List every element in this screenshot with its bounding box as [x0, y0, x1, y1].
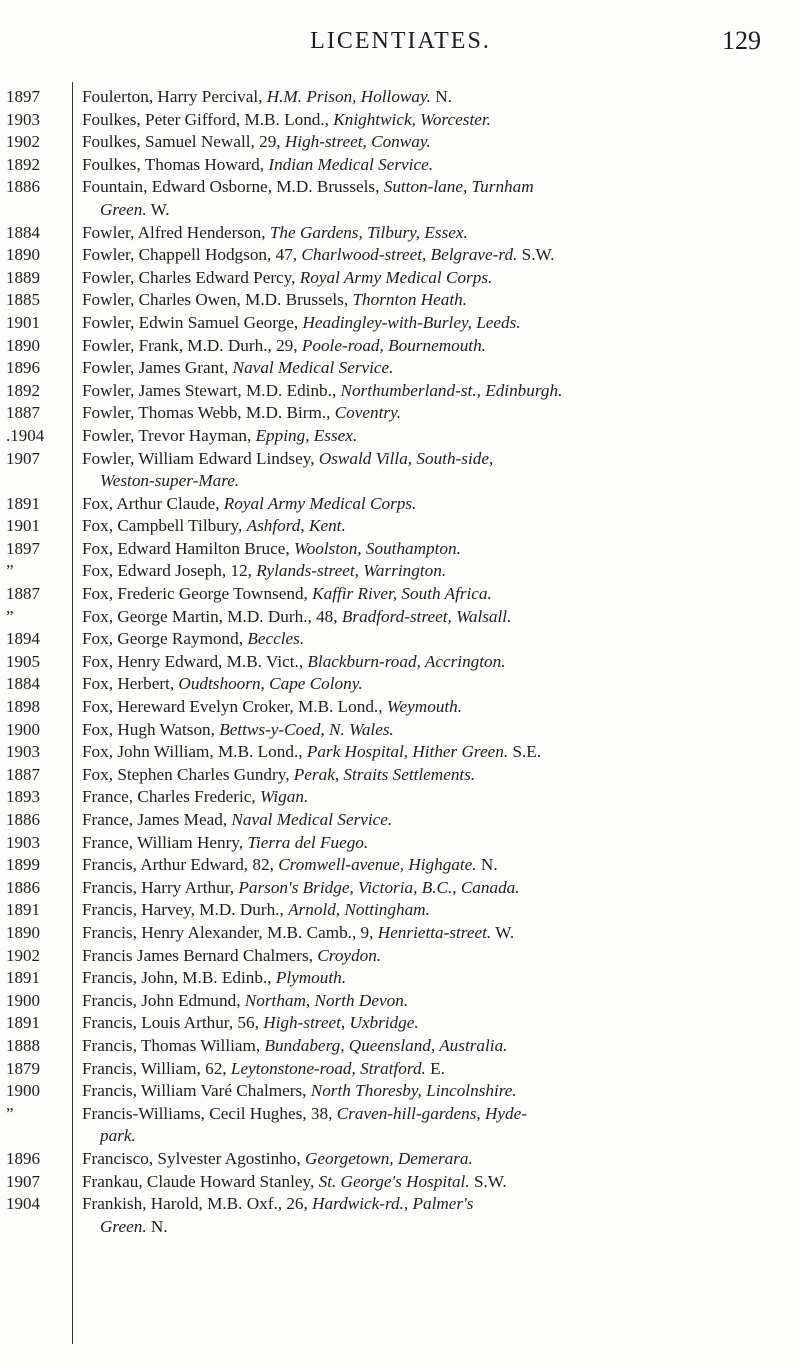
- entry-year: 1905: [6, 651, 40, 671]
- entry-year: 1891: [6, 1013, 40, 1033]
- list-item: [0, 131, 801, 154]
- entry-address: Coventry.: [334, 403, 402, 423]
- entry-name: Foulkes, Samuel Newall, 29,: [82, 132, 285, 152]
- entry-year: 1900: [6, 990, 40, 1010]
- entry-year: 1900: [6, 719, 40, 739]
- entry-year: 1901: [6, 516, 40, 536]
- entry-address-continued: Green.: [100, 1216, 147, 1236]
- entry-text: [82, 719, 782, 742]
- entry-year: 1884: [6, 222, 40, 242]
- entry-name: Francis, William, 62,: [82, 1058, 231, 1078]
- list-item: [0, 606, 801, 629]
- list-item: [0, 448, 801, 493]
- entry-name: Francis, Harry Arthur,: [82, 877, 239, 897]
- list-item: [0, 289, 801, 312]
- list-item: [0, 493, 801, 516]
- list-item: [0, 425, 801, 448]
- list-item: [0, 854, 801, 877]
- entry-address: Royal Army Medical Corps.: [223, 493, 417, 513]
- entry-text: [82, 967, 782, 990]
- entry-year: 1891: [6, 968, 40, 988]
- entry-address: Plymouth.: [275, 968, 347, 988]
- entry-address: Ashford, Kent.: [246, 516, 346, 536]
- entry-address: Henrietta-street.: [377, 922, 492, 942]
- entry-text: [82, 1148, 782, 1171]
- entry-year: 1898: [6, 697, 40, 717]
- entry-address: Beccles.: [247, 629, 305, 649]
- list-item: [0, 244, 801, 267]
- entry-text: [82, 176, 782, 221]
- list-item: [0, 1058, 801, 1081]
- list-item: [0, 335, 801, 358]
- entry-address: Georgetown, Demerara.: [304, 1148, 473, 1168]
- entry-name: Fox, John William, M.B. Lond.,: [82, 742, 307, 762]
- entry-text: [82, 493, 782, 516]
- list-item: [0, 312, 801, 335]
- entry-text: [82, 945, 782, 968]
- entry-year: ”: [6, 1103, 14, 1123]
- entry-continuation: [82, 199, 782, 222]
- entry-district: S.W.: [469, 1171, 507, 1191]
- entry-name: Fox, Herbert,: [82, 674, 179, 694]
- entry-name: Fowler, Trevor Hayman,: [82, 425, 256, 445]
- entry-district: N.: [476, 855, 498, 875]
- entry-text: [82, 380, 782, 403]
- entry-name: Fowler, William Edward Lindsey,: [82, 448, 319, 468]
- entry-year: 1900: [6, 1081, 40, 1101]
- list-item: [0, 628, 801, 651]
- entry-year: 1892: [6, 380, 40, 400]
- entry-text: [82, 357, 782, 380]
- entry-name: Fox, George Martin, M.D. Durh., 48,: [82, 606, 342, 626]
- entry-address: Craven-hill-gardens, Hyde-: [336, 1103, 527, 1123]
- entry-name: France, William Henry,: [82, 832, 248, 852]
- running-head: LICENTIATES.: [310, 28, 491, 54]
- entry-year: 1889: [6, 267, 40, 287]
- entry-district: S.W.: [517, 245, 555, 265]
- entry-name: Fox, Frederic George Townsend,: [82, 584, 313, 604]
- entry-year: 1902: [6, 132, 40, 152]
- list-item: [0, 719, 801, 742]
- list-item: [0, 945, 801, 968]
- entry-year: 1891: [6, 900, 40, 920]
- entry-address: Northam, North Devon.: [244, 990, 409, 1010]
- list-item: [0, 922, 801, 945]
- list-item: [0, 402, 801, 425]
- entry-address: Charlwood-street, Belgrave-rd.: [301, 245, 518, 265]
- list-item: [0, 86, 801, 109]
- entry-name: Fountain, Edward Osborne, M.D. Brussels,: [82, 177, 384, 197]
- list-item: [0, 154, 801, 177]
- entry-name: Fowler, James Grant,: [82, 358, 233, 378]
- entry-name: Francis-Williams, Cecil Hughes, 38,: [82, 1103, 337, 1123]
- entry-address: Blackburn-road, Accrington.: [307, 651, 506, 671]
- entry-name: Francis, Louis Arthur, 56,: [82, 1013, 264, 1033]
- entry-address: Indian Medical Service.: [268, 154, 433, 174]
- entry-district: W.: [491, 922, 515, 942]
- entry-text: [82, 583, 782, 606]
- entry-text: [82, 244, 782, 267]
- entry-name: Fox, Edward Joseph, 12,: [82, 561, 257, 581]
- entry-year: 1879: [6, 1058, 40, 1078]
- page-number: 129: [722, 26, 761, 55]
- entry-text: [82, 899, 782, 922]
- entry-address: Wigan.: [260, 787, 309, 807]
- entry-address: Bundaberg, Queensland, Australia.: [264, 1035, 508, 1055]
- entry-text: [82, 673, 782, 696]
- entry-text: [82, 1171, 782, 1194]
- entry-name: Fowler, Chappell Hodgson, 47,: [82, 245, 302, 265]
- list-item: [0, 357, 801, 380]
- list-item: [0, 1103, 801, 1148]
- entry-year: 1897: [6, 87, 40, 106]
- entry-address: Park Hospital, Hither Green.: [306, 742, 509, 762]
- entry-name: Fowler, James Stewart, M.D. Edinb.,: [82, 380, 341, 400]
- entry-address: Hardwick-rd., Palmer's: [312, 1194, 474, 1214]
- entry-address: Oudtshoorn, Cape Colony.: [178, 674, 363, 694]
- entry-text: [82, 606, 782, 629]
- entry-address: High-street, Conway.: [284, 132, 431, 152]
- entry-address: The Gardens, Tilbury, Essex.: [269, 222, 468, 242]
- entry-address: Leytonstone-road, Stratford.: [230, 1058, 426, 1078]
- entry-year: 1907: [6, 1171, 40, 1191]
- entry-text: [82, 809, 782, 832]
- entry-address: North Thoresby, Lincolnshire.: [310, 1081, 517, 1101]
- entry-text: [82, 154, 782, 177]
- entry-name: Francis, Thomas William,: [82, 1035, 265, 1055]
- list-item: [0, 267, 801, 290]
- entry-year: 1901: [6, 312, 40, 332]
- entry-continuation: [82, 1125, 782, 1148]
- list-item: [0, 673, 801, 696]
- entry-address: Knightwick, Worcester.: [333, 109, 491, 129]
- list-item: [0, 651, 801, 674]
- entry-year: 1886: [6, 177, 40, 197]
- entry-address-continued: Green.: [100, 199, 147, 219]
- entry-year: 1907: [6, 448, 40, 468]
- list-item: [0, 741, 801, 764]
- entry-year: 1885: [6, 290, 40, 310]
- entry-text: [82, 289, 782, 312]
- entry-name: Fowler, Thomas Webb, M.D. Birm.,: [82, 403, 335, 423]
- entry-address-continued: park.: [100, 1126, 136, 1146]
- entry-name: Fox, Henry Edward, M.B. Vict.,: [82, 651, 308, 671]
- entry-text: [82, 335, 782, 358]
- entry-year: 1903: [6, 109, 40, 129]
- list-item: [0, 515, 801, 538]
- entry-text: [82, 877, 782, 900]
- list-item: [0, 786, 801, 809]
- entry-text: [82, 628, 782, 651]
- entry-address: Epping, Essex.: [255, 425, 358, 445]
- entry-address: Rylands-street, Warrington.: [256, 561, 447, 581]
- entry-name: France, Charles Frederic,: [82, 787, 261, 807]
- list-item: [0, 380, 801, 403]
- entry-year: 1904: [6, 1194, 40, 1214]
- entry-name: France, James Mead,: [82, 810, 232, 829]
- entry-text: [82, 1012, 782, 1035]
- entry-address: Woolston, Southampton.: [293, 538, 461, 558]
- entry-address: Weymouth.: [386, 697, 463, 717]
- entry-address: Arnold, Nottingham.: [288, 900, 430, 920]
- entry-text: [82, 764, 782, 787]
- entry-name: Fox, George Raymond,: [82, 629, 248, 649]
- entry-district: N.: [146, 1216, 168, 1236]
- entry-year: 1890: [6, 922, 40, 942]
- entry-name: Fowler, Charles Edward Percy,: [82, 267, 300, 287]
- entry-year: 1903: [6, 742, 40, 762]
- entry-name: Francis, Harvey, M.D. Durh.,: [82, 900, 289, 920]
- entry-text: [82, 402, 782, 425]
- list-item: [0, 538, 801, 561]
- entry-name: Foulerton, Harry Percival,: [82, 87, 267, 106]
- entry-name: Fox, Edward Hamilton Bruce,: [82, 538, 294, 558]
- entry-name: Francis, John, M.B. Edinb.,: [82, 968, 276, 988]
- entry-text: [82, 990, 782, 1013]
- entry-year: 1897: [6, 538, 40, 558]
- entry-address-continued: Weston-super-Mare.: [100, 471, 240, 491]
- entry-name: Francisco, Sylvester Agostinho,: [82, 1148, 305, 1168]
- entry-text: [82, 448, 782, 493]
- entry-address: Cromwell-avenue, Highgate.: [278, 855, 477, 875]
- list-item: [0, 583, 801, 606]
- entry-year: 1886: [6, 877, 40, 897]
- entry-year: ”: [6, 606, 14, 626]
- entry-name: Francis, John Edmund,: [82, 990, 245, 1010]
- entry-address: Bradford-street, Walsall.: [341, 606, 512, 626]
- entry-district: E.: [425, 1058, 445, 1078]
- entry-address: Kaffir River, South Africa.: [312, 584, 492, 604]
- entry-name: Fowler, Frank, M.D. Durh., 29,: [82, 335, 302, 355]
- entry-name: Fox, Stephen Charles Gundry,: [82, 764, 294, 784]
- list-item: [0, 1171, 801, 1194]
- entry-year: ”: [6, 561, 14, 581]
- entry-year: 1899: [6, 855, 40, 875]
- entry-district: S.E.: [508, 742, 542, 762]
- entry-text: [82, 854, 782, 877]
- entry-name: Fowler, Charles Owen, M.D. Brussels,: [82, 290, 353, 310]
- entry-year: 1894: [6, 629, 40, 649]
- list-item: [0, 1193, 801, 1238]
- entry-name: Francis James Bernard Chalmers,: [82, 945, 318, 965]
- entry-district: N.: [430, 87, 452, 106]
- entry-year: 1887: [6, 764, 40, 784]
- entry-text: [82, 696, 782, 719]
- entry-year: 1902: [6, 945, 40, 965]
- list-item: [0, 877, 801, 900]
- entry-continuation: [82, 470, 782, 493]
- entry-address: St. George's Hospital.: [318, 1171, 470, 1191]
- entry-address: Tierra del Fuego.: [247, 832, 369, 852]
- entry-text: [82, 109, 782, 132]
- entry-text: [82, 425, 782, 448]
- entry-address: Croydon.: [317, 945, 382, 965]
- entry-district: W.: [146, 199, 170, 219]
- entry-address: Oswald Villa, South-side,: [318, 448, 494, 468]
- entry-continuation: [82, 1216, 782, 1239]
- list-item: [0, 809, 801, 832]
- list-item: [0, 696, 801, 719]
- entry-name: Frankau, Claude Howard Stanley,: [82, 1171, 319, 1191]
- entry-text: [82, 741, 782, 764]
- entry-name: Fowler, Alfred Henderson,: [82, 222, 270, 242]
- list-item: [0, 1035, 801, 1058]
- entry-address: Royal Army Medical Corps.: [299, 267, 493, 287]
- entry-year: 1896: [6, 1148, 40, 1168]
- entry-name: Francis, Arthur Edward, 82,: [82, 855, 279, 875]
- entry-year: 1890: [6, 245, 40, 265]
- entry-text: [82, 1193, 782, 1238]
- list-item: [0, 560, 801, 583]
- list-item: [0, 1080, 801, 1103]
- entry-address: Parson's Bridge, Victoria, B.C., Canada.: [238, 877, 520, 897]
- entry-year: 1892: [6, 154, 40, 174]
- entry-text: [82, 560, 782, 583]
- entry-name: Francis, William Varé Chalmers,: [82, 1081, 311, 1101]
- list-item: [0, 967, 801, 990]
- entry-address: Northumberland-st., Edinburgh.: [340, 380, 563, 400]
- entry-year: 1903: [6, 832, 40, 852]
- entry-address: Bettws-y-Coed, N. Wales.: [219, 719, 394, 739]
- entry-year: 1888: [6, 1035, 40, 1055]
- entry-address: H.M. Prison, Holloway.: [266, 87, 431, 106]
- entry-text: [82, 1103, 782, 1148]
- entry-year: 1887: [6, 584, 40, 604]
- entry-text: [82, 1058, 782, 1081]
- entry-name: Foulkes, Thomas Howard,: [82, 154, 269, 174]
- entry-year: 1886: [6, 810, 40, 829]
- entry-name: Fowler, Edwin Samuel George,: [82, 312, 303, 332]
- entry-year: 1896: [6, 358, 40, 378]
- entry-address: Poole-road, Bournemouth.: [301, 335, 486, 355]
- entry-text: [82, 86, 782, 109]
- entry-text: [82, 538, 782, 561]
- list-item: [0, 1148, 801, 1171]
- list-item: [0, 990, 801, 1013]
- entry-address: Naval Medical Service.: [231, 810, 393, 829]
- entry-text: [82, 312, 782, 335]
- entry-name: Fox, Campbell Tilbury,: [82, 516, 247, 536]
- entry-year: 1893: [6, 787, 40, 807]
- entry-name: Fox, Hereward Evelyn Croker, M.B. Lond.,: [82, 697, 387, 717]
- entry-text: [82, 922, 782, 945]
- entry-text: [82, 651, 782, 674]
- list-item: [0, 832, 801, 855]
- entry-text: [82, 832, 782, 855]
- list-item: [0, 764, 801, 787]
- entry-address: Sutton-lane, Turnham: [383, 177, 534, 197]
- entry-name: Fox, Hugh Watson,: [82, 719, 220, 739]
- list-item: [0, 1012, 801, 1035]
- entry-address: Perak, Straits Settlements.: [293, 764, 476, 784]
- entry-address: High-street, Uxbridge.: [263, 1013, 419, 1033]
- entry-year: 1891: [6, 493, 40, 513]
- entry-year: .1904: [6, 425, 45, 445]
- entry-name: Francis, Henry Alexander, M.B. Camb., 9,: [82, 922, 378, 942]
- entry-address: Naval Medical Service.: [232, 358, 394, 378]
- entry-year: 1890: [6, 335, 40, 355]
- entry-name: Frankish, Harold, M.B. Oxf., 26,: [82, 1194, 313, 1214]
- licentiate-list: [0, 86, 801, 1238]
- entry-year: 1884: [6, 674, 40, 694]
- entry-text: [82, 222, 782, 245]
- entry-name: Fox, Arthur Claude,: [82, 493, 224, 513]
- entry-text: [82, 786, 782, 809]
- entry-name: Foulkes, Peter Gifford, M.B. Lond.,: [82, 109, 334, 129]
- entry-text: [82, 131, 782, 154]
- entry-year: 1887: [6, 403, 40, 423]
- list-item: [0, 899, 801, 922]
- entry-text: [82, 1035, 782, 1058]
- entry-text: [82, 515, 782, 538]
- page-header: [0, 18, 801, 58]
- entry-address: Headingley-with-Burley, Leeds.: [302, 312, 521, 332]
- entry-address: Thornton Heath.: [352, 290, 468, 310]
- list-item: [0, 176, 801, 221]
- entry-text: [82, 267, 782, 290]
- list-item: [0, 109, 801, 132]
- list-item: [0, 222, 801, 245]
- entry-text: [82, 1080, 782, 1103]
